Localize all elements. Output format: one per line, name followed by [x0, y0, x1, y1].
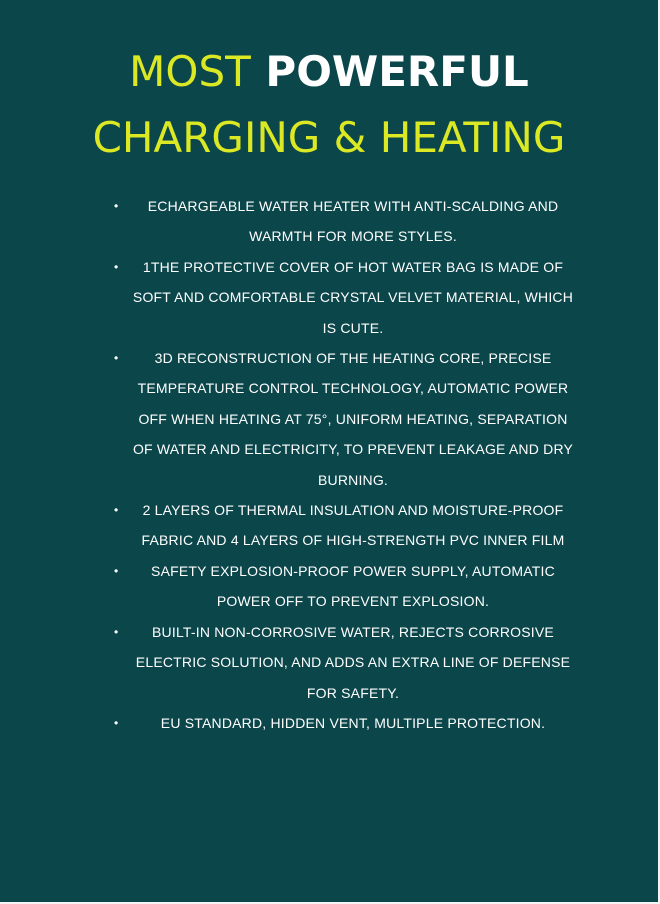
- feature-text: EU STANDARD, HIDDEN VENT, MULTIPLE PROTECTION.: [160, 714, 546, 731]
- feature-item: [106, 191, 578, 252]
- feature-text: ECHARGEABLE WATER HEATER WITH ANTI-SCALDING AND WARMTH FOR MORE STYLES.: [147, 198, 559, 245]
- feature-text: 1THE PROTECTIVE COVER OF HOT WATER BAG IS MADE OF SOFT AND COMFORTABLE CRYSTAL VELVET MATERIAL, WHICH IS CUTE.: [132, 258, 574, 336]
- feature-item: [106, 343, 578, 495]
- feature-text: SAFETY EXPLOSION-PROOF POWER SUPPLY, AUTOMATIC POWER OFF TO PREVENT EXPLOSION.: [151, 562, 555, 610]
- bullet-icon: •: [114, 503, 119, 518]
- feature-list: [106, 191, 578, 738]
- headline-line-2: CHARGING & HEATING: [92, 113, 566, 162]
- bullet-icon: •: [114, 563, 119, 578]
- feature-item: [106, 252, 578, 343]
- feature-item: [106, 556, 578, 617]
- feature-item: [106, 617, 578, 708]
- feature-text: 2 LAYERS OF THERMAL INSULATION AND MOISTURE-PROOF FABRIC AND 4 LAYERS OF HIGH-STRENGTH PVC INNER FILM: [141, 502, 565, 549]
- bullet-icon: •: [114, 715, 119, 730]
- bullet-icon: •: [114, 624, 119, 639]
- bullet-icon: •: [114, 351, 119, 366]
- feature-text: BUILT-IN NON-CORROSIVE WATER, REJECTS CORROSIVE ELECTRIC SOLUTION, AND ADDS AN EXTRA LINE OF DEFENSE FOR SAFETY.: [135, 623, 571, 701]
- headline-accent-word: MOST: [129, 47, 251, 96]
- headline-strong-word: POWERFUL: [265, 47, 529, 96]
- feature-item: [106, 708, 578, 738]
- feature-item: [106, 495, 578, 556]
- bullet-icon: •: [114, 259, 119, 274]
- headline-line-1: [0, 46, 658, 98]
- feature-text: 3D RECONSTRUCTION OF THE HEATING CORE, PRECISE TEMPERATURE CONTROL TECHNOLOGY, AUTOMATIC POWER OFF WHEN HEATING AT 75°, UNIFORM HEATING, SEPARATION OF WATER AND ELECTRICITY, TO PREVENT LEAKAGE AND DRY BURNING.: [132, 350, 574, 488]
- bullet-icon: •: [114, 199, 119, 213]
